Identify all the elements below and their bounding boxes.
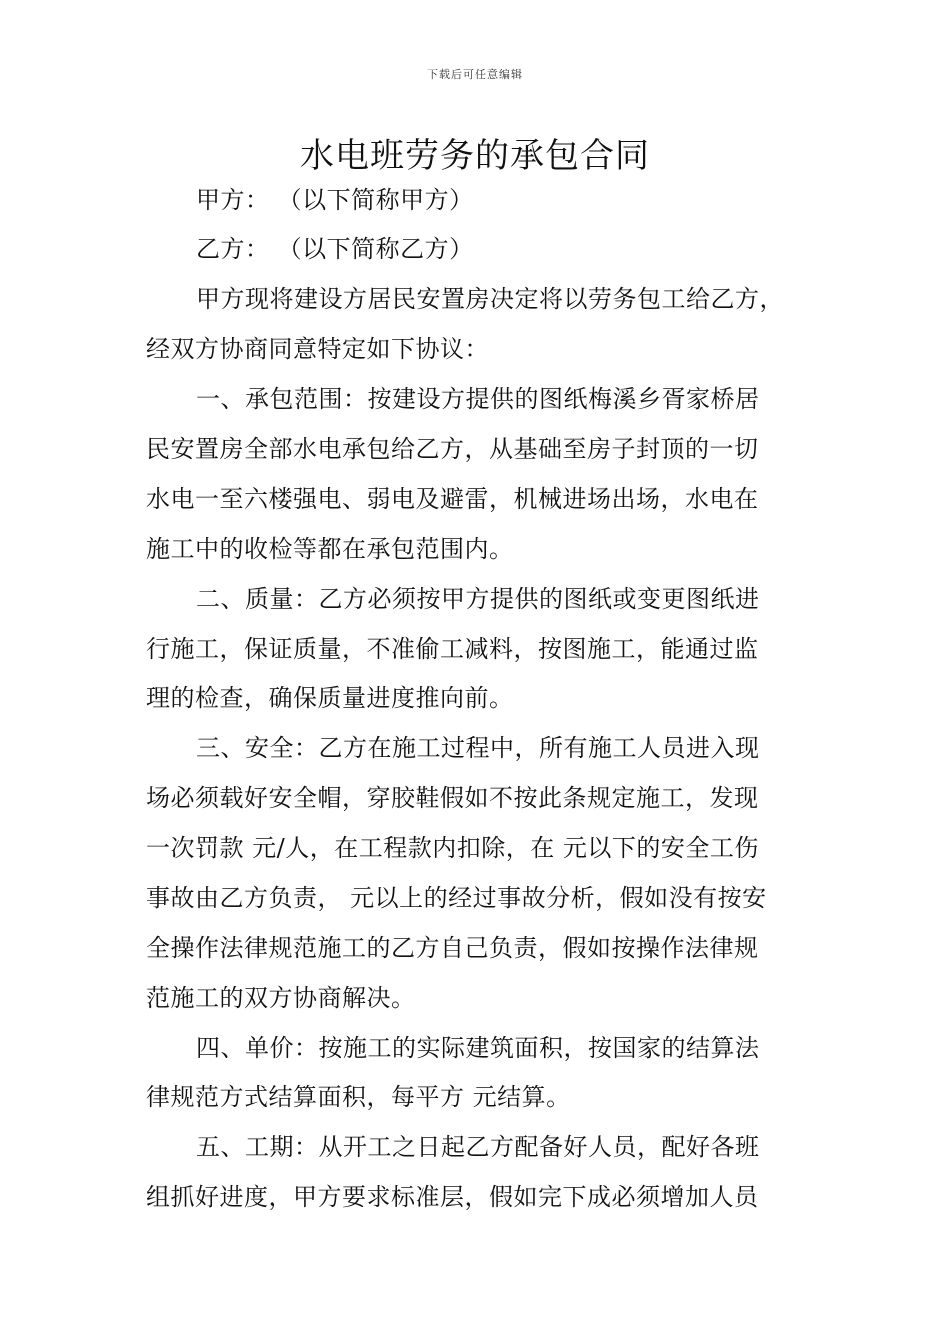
paragraph-line: 甲方现将建设方居民安置房决定将以劳务包工给乙方，	[196, 285, 784, 313]
paragraph-line: 全操作法律规范施工的乙方自己负责，假如按操作法律规	[146, 934, 759, 962]
paragraph-line: 行施工，保证质量，不准偷工减料，按图施工，能通过监	[146, 635, 759, 663]
paragraph-line: 五、工期：从开工之日起乙方配备好人员，配好各班	[196, 1133, 760, 1161]
paragraph-line: 组抓好进度，甲方要求标准层，假如完下成必须增加人员	[146, 1183, 759, 1211]
paragraph-line: 事故由乙方负责， 元以上的经过事故分析，假如没有按安	[146, 884, 767, 912]
paragraph-line: 理的检查，确保质量进度推向前。	[146, 684, 514, 712]
paragraph-line: 二、质量：乙方必须按甲方提供的图纸或变更图纸进	[196, 585, 760, 613]
paragraph-line: 一、承包范围：按建设方提供的图纸梅溪乡胥家桥居	[196, 385, 760, 413]
party-b-line: 乙方： （以下简称乙方）	[196, 235, 474, 263]
paragraph-line: 一次罚款 元/人，在工程款内扣除，在 元以下的安全工伤	[146, 834, 759, 862]
paragraph-line: 经双方协商同意特定如下协议：	[146, 335, 489, 363]
paragraph-line: 水电一至六楼强电、弱电及避雷，机械进场出场，水电在	[146, 485, 759, 513]
paragraph-line: 三、安全：乙方在施工过程中，所有施工人员进入现	[196, 734, 760, 762]
paragraph-line: 四、单价：按施工的实际建筑面积，按国家的结算法	[196, 1034, 760, 1062]
header-note: 下载后可任意编辑	[427, 68, 523, 81]
paragraph-line: 场必须载好安全帽，穿胶鞋假如不按此条规定施工，发现	[146, 784, 759, 812]
paragraph-line: 民安置房全部水电承包给乙方，从基础至房子封顶的一切	[146, 435, 759, 463]
paragraph-line: 施工中的收检等都在承包范围内。	[146, 535, 514, 563]
paragraph-line: 律规范方式结算面积，每平方 元结算。	[146, 1083, 571, 1111]
page-title: 水电班劳务的承包合同	[300, 136, 650, 176]
party-a-line: 甲方： （以下简称甲方）	[196, 186, 474, 214]
paragraph-line: 范施工的双方协商解决。	[146, 984, 416, 1012]
